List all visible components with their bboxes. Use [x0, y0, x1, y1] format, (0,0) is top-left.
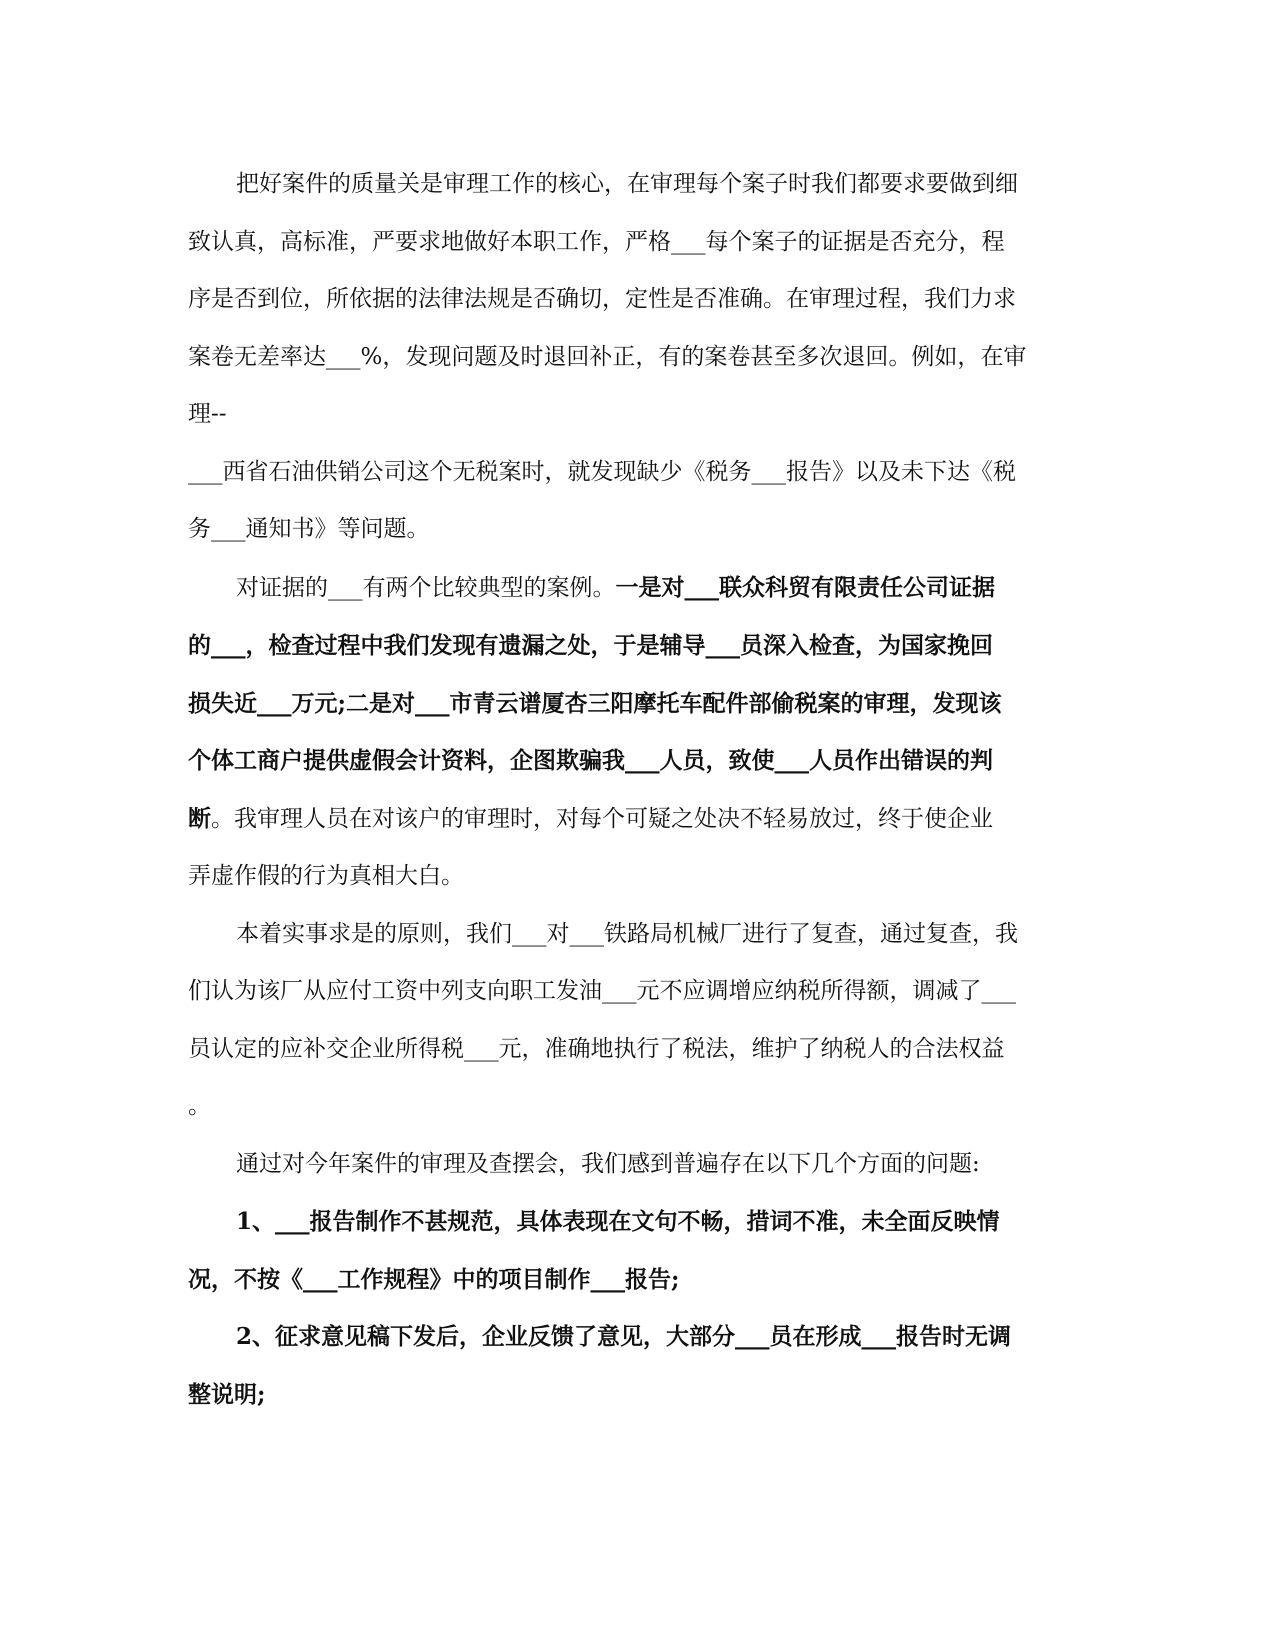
text-normal: 对证据的___有两个比较典型的案例。: [236, 574, 616, 601]
paragraph-evidence-cases: [188, 559, 1088, 906]
text-line: 案卷无差率达___%，发现问题及时退回补正，有的案卷甚至多次退回。例如，在审: [188, 343, 1027, 370]
text-line: 通过对今年案件的审理及查摆会，我们感到普遍存在以下几个方面的问题:: [236, 1150, 980, 1177]
text-line: 员认定的应补交企业所得税___元，准确地执行了税法，维护了纳税人的合法权益: [188, 1035, 1005, 1062]
text-line: 务___通知书》等问题。: [188, 516, 430, 542]
text-line: 序是否到位，所依据的法律法规是否确切，定性是否准确。在审理过程，我们力求: [188, 286, 1016, 312]
document-page: [188, 156, 1088, 1423]
text-line: 理--: [188, 401, 227, 427]
text-line: 2、征求意见稿下发后，企业反馈了意见，大部分___员在形成___报告时无调: [236, 1323, 1012, 1350]
text-line: 个体工商户提供虚假会计资料，企图欺骗我___人员，致使___人员作出错误的判: [188, 747, 993, 774]
paragraph-problem-1: [188, 1193, 1088, 1308]
paragraph-railway-review: [188, 906, 1088, 1136]
text-line: 把好案件的质量关是审理工作的核心，在审理每个案子时我们都要求要做到细: [236, 171, 1018, 197]
text-line: [188, 559, 1088, 618]
text-line: 1、___报告制作不甚规范，具体表现在文句不畅，措词不准，未全面反映情: [236, 1208, 1000, 1235]
text-line: 致认真，高标准，严要求地做好本职工作，严格___每个案子的证据是否充分，程: [188, 228, 1005, 255]
text-line: 本着实事求是的原则，我们___对___铁路局机械厂进行了复查，通过复查，我: [236, 920, 1018, 947]
text-line: 整说明;: [188, 1380, 266, 1408]
paragraph-case-quality: [188, 156, 1088, 444]
paragraph-problems-intro: [188, 1136, 1088, 1194]
text-line: 弄虚作假的行为真相大白。: [188, 863, 464, 889]
text-line: ___西省石油供销公司这个无税案时，就发现缺少《税务___报告》以及未下达《税: [188, 458, 1016, 485]
text-line: 损失近___万元;二是对___市青云谱厦杏三阳摩托车配件部偷税案的审理，发现该: [188, 689, 1002, 717]
text-bold: 断: [188, 804, 211, 832]
text-line: 况，不按《___工作规程》中的项目制作___报告;: [188, 1265, 680, 1293]
text-line: 的___，检查过程中我们发现有遗漏之处，于是辅导___员深入检查，为国家挽回: [188, 632, 993, 659]
paragraph-problem-2: [188, 1308, 1088, 1423]
paragraph-oil-company-case: [188, 444, 1088, 559]
text-normal: 。我审理人员在对该户的审理时，对每个可疑之处决不轻易放过，终于使企业: [211, 805, 993, 832]
text-line: 。: [188, 1093, 211, 1119]
text-bold: 一是对___联众科贸有限责任公司证据: [615, 573, 995, 601]
text-line: 们认为该厂从应付工资中列支向职工发油___元不应调增应纳税所得额，调减了___: [188, 978, 1016, 1004]
text-line: [188, 790, 1088, 849]
